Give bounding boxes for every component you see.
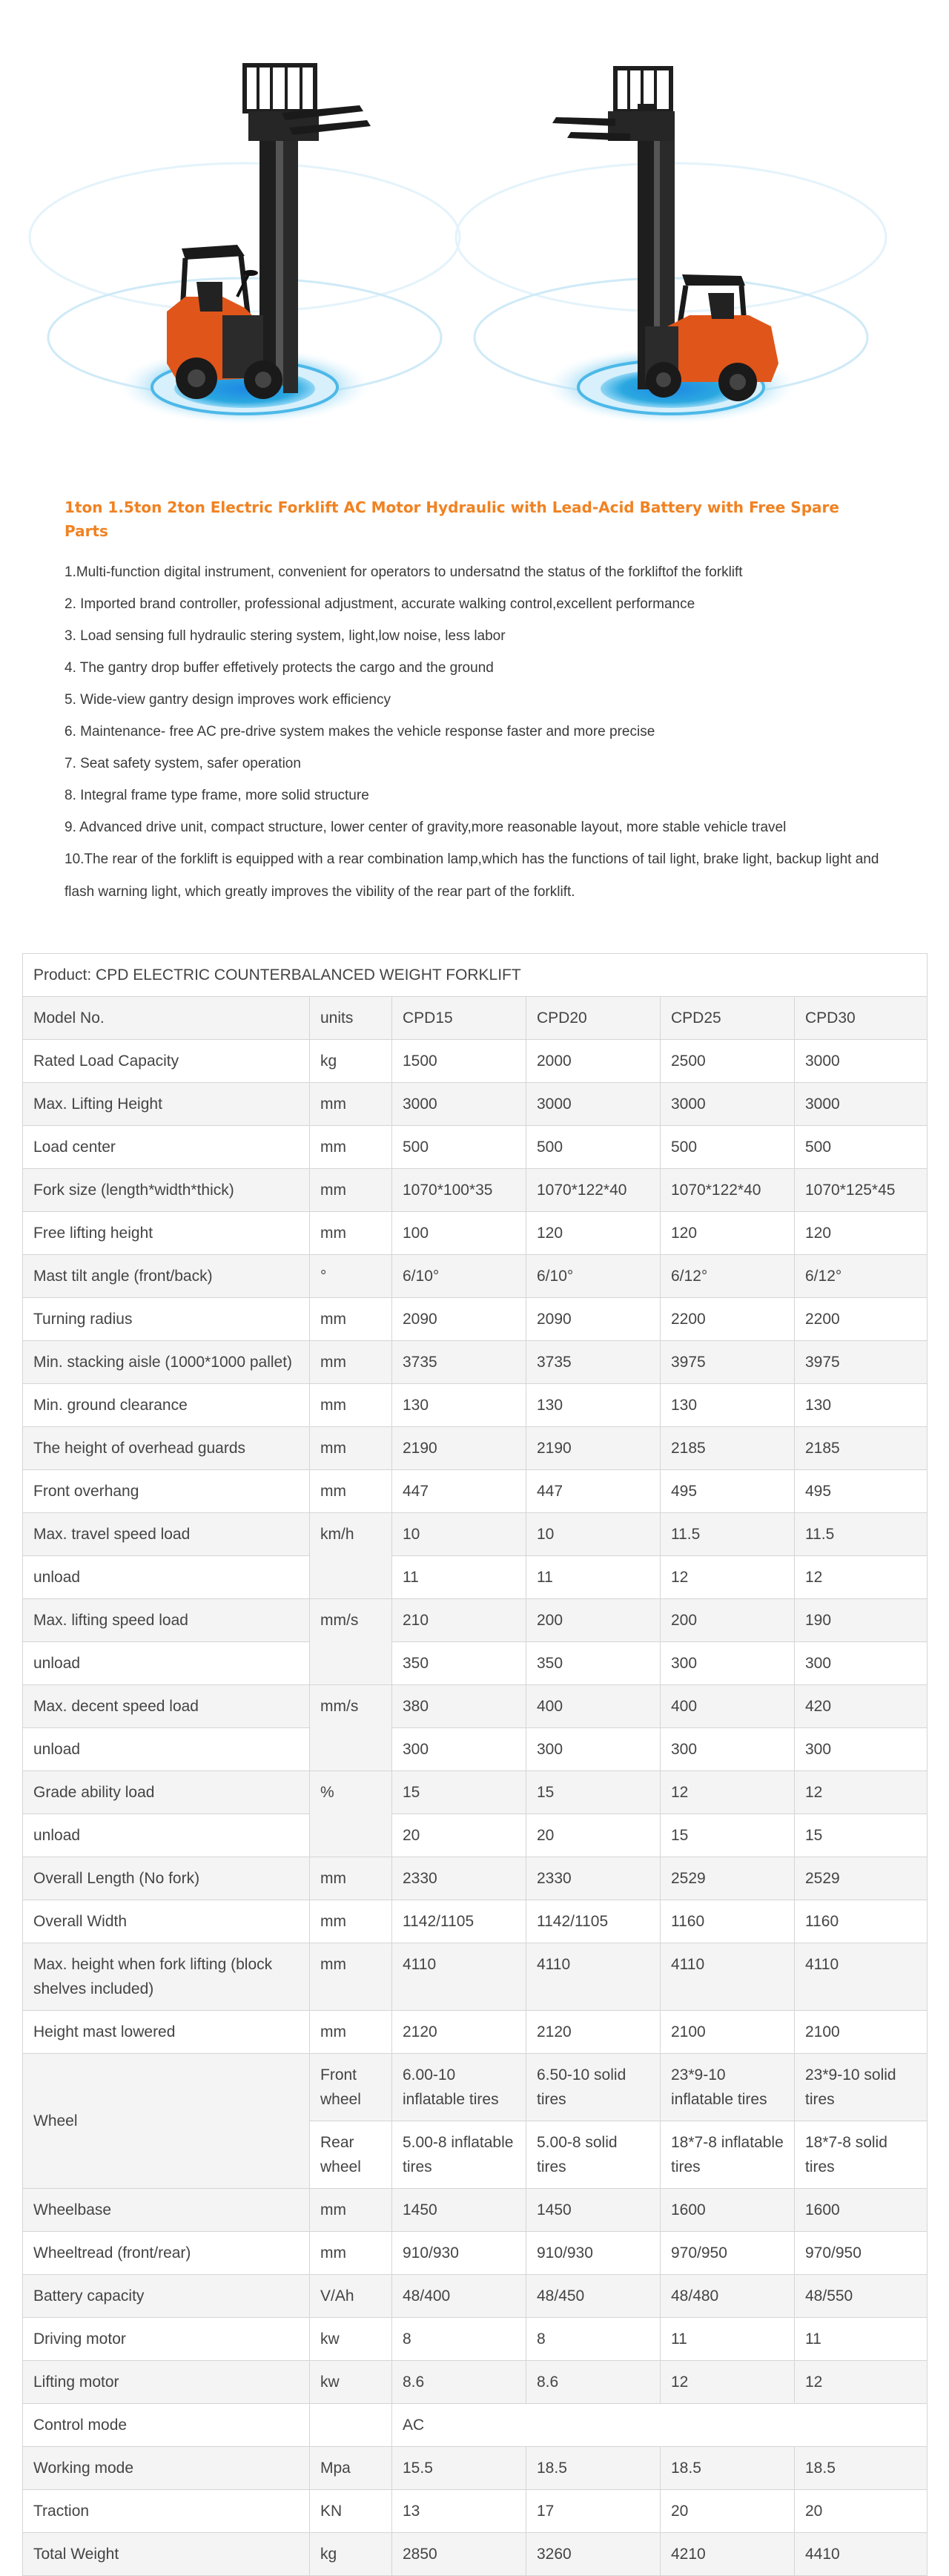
table-cell: 2185 [661, 1427, 795, 1470]
table-cell: 300 [661, 1642, 795, 1685]
table-cell: kw [310, 2318, 392, 2361]
table-cell: Wheelbase [23, 2189, 310, 2232]
table-row [23, 1728, 927, 1771]
table-cell: 48/550 [795, 2275, 927, 2318]
table-row [23, 1943, 927, 2011]
table-cell: Overall Length (No fork) [23, 1857, 310, 1900]
table-cell: 15 [661, 1814, 795, 1857]
table-cell: 500 [795, 1126, 927, 1169]
table-row [23, 1384, 927, 1427]
table-cell: Rear wheel [310, 2121, 392, 2189]
table-cell: 2090 [526, 1298, 661, 1341]
table-cell: Wheeltread (front/rear) [23, 2232, 310, 2275]
table-cell: 2529 [661, 1857, 795, 1900]
table-cell: 1070*122*40 [526, 1169, 661, 1212]
table-cell: 17 [526, 2490, 661, 2533]
table-cell: 4410 [795, 2533, 927, 2576]
table-cell: 2090 [392, 1298, 526, 1341]
feature-item: 8. Integral frame type frame, more solid structure [65, 788, 369, 803]
table-row [23, 1169, 927, 1212]
table-row [23, 1814, 927, 1857]
table-row [23, 1685, 927, 1728]
table-cell: 48/450 [526, 2275, 661, 2318]
table-cell: 300 [392, 1728, 526, 1771]
table-row [23, 1040, 927, 1083]
table-cell: Mpa [310, 2447, 392, 2490]
table-cell: mm [310, 1083, 392, 1126]
table-cell: Load center [23, 1126, 310, 1169]
table-cell: 3000 [795, 1040, 927, 1083]
table-row [23, 1900, 927, 1943]
table-cell: mm [310, 1900, 392, 1943]
table-cell: 300 [526, 1728, 661, 1771]
table-cell: mm/s [310, 1685, 392, 1771]
table-cell: Control mode [23, 2404, 310, 2447]
table-cell: 447 [392, 1470, 526, 1513]
table-cell: 130 [392, 1384, 526, 1427]
table-cell: Front overhang [23, 1470, 310, 1513]
table-cell: 970/950 [661, 2232, 795, 2275]
table-cell: 8 [392, 2318, 526, 2361]
table-cell: kw [310, 2361, 392, 2404]
table-cell: CPD25 [661, 997, 795, 1040]
table-cell: 2330 [526, 1857, 661, 1900]
table-cell: kg [310, 1040, 392, 1083]
table-cell: CPD15 [392, 997, 526, 1040]
table-cell: 6/10° [526, 1255, 661, 1298]
table-cell: mm [310, 2232, 392, 2275]
table-cell: mm [310, 1470, 392, 1513]
table-cell: Lifting motor [23, 2361, 310, 2404]
table-cell: 3000 [661, 1083, 795, 1126]
table-cell: 6/10° [392, 1255, 526, 1298]
table-cell: 400 [526, 1685, 661, 1728]
table-cell: 6.50-10 solid tires [526, 2054, 661, 2121]
table-cell: Rated Load Capacity [23, 1040, 310, 1083]
table-cell: V/Ah [310, 2275, 392, 2318]
table-cell: 130 [795, 1384, 927, 1427]
table-cell: Working mode [23, 2447, 310, 2490]
table-cell: 120 [795, 1212, 927, 1255]
table-cell: 1160 [795, 1900, 927, 1943]
table-cell: Free lifting height [23, 1212, 310, 1255]
table-cell: CPD30 [795, 997, 927, 1040]
table-cell: mm [310, 2011, 392, 2054]
table-cell: 2120 [392, 2011, 526, 2054]
table-cell: 18.5 [661, 2447, 795, 2490]
table-cell: 970/950 [795, 2232, 927, 2275]
table-row [23, 1255, 927, 1298]
table-cell: 5.00-8 solid tires [526, 2121, 661, 2189]
table-cell: 1450 [392, 2189, 526, 2232]
table-cell: 2185 [795, 1427, 927, 1470]
table-cell: 11 [392, 1556, 526, 1599]
table-cell: mm [310, 1341, 392, 1384]
table-cell: AC [392, 2404, 927, 2447]
table-row [23, 2404, 927, 2447]
table-cell: mm [310, 1943, 392, 2011]
table-cell: 23*9-10 solid tires [795, 2054, 927, 2121]
table-cell: 3735 [392, 1341, 526, 1384]
table-cell: 18*7-8 solid tires [795, 2121, 927, 2189]
table-cell: 10 [526, 1513, 661, 1556]
feature-item: 5. Wide-view gantry design improves work efficiency [65, 692, 391, 708]
table-row [23, 2361, 927, 2404]
spec-table [22, 953, 927, 2576]
table-cell: 3975 [795, 1341, 927, 1384]
table-cell: Overall Width [23, 1900, 310, 1943]
table-cell: Min. ground clearance [23, 1384, 310, 1427]
table-cell: 15 [526, 1771, 661, 1814]
table-cell: 12 [795, 1771, 927, 1814]
table-cell: 300 [795, 1642, 927, 1685]
table-cell: 200 [526, 1599, 661, 1642]
table-cell: 3000 [526, 1083, 661, 1126]
table-cell: 3260 [526, 2533, 661, 2576]
table-cell: 1070*100*35 [392, 1169, 526, 1212]
table-cell: 2190 [392, 1427, 526, 1470]
table-cell: Fork size (length*width*thick) [23, 1169, 310, 1212]
table-cell: 20 [526, 1814, 661, 1857]
table-cell: The height of overhead guards [23, 1427, 310, 1470]
feature-item: 10.The rear of the forklift is equipped with a rear combination lamp,which has the functions of tail light, brake light, backup light and flash warning light, which greatly improves the vibility of the rear part of the forklift. [65, 851, 879, 900]
table-cell: 210 [392, 1599, 526, 1642]
table-cell: 20 [392, 1814, 526, 1857]
table-cell: 2330 [392, 1857, 526, 1900]
table-cell: 1160 [661, 1900, 795, 1943]
table-cell: 2100 [661, 2011, 795, 2054]
table-row [23, 2275, 927, 2318]
table-cell: 500 [526, 1126, 661, 1169]
table-cell: 1142/1105 [392, 1900, 526, 1943]
table-cell: 3000 [392, 1083, 526, 1126]
table-cell: 2100 [795, 2011, 927, 2054]
table-row [23, 2318, 927, 2361]
table-cell: Total Weight [23, 2533, 310, 2576]
table-cell: 120 [661, 1212, 795, 1255]
table-cell: Min. stacking aisle (1000*1000 pallet) [23, 1341, 310, 1384]
table-cell: KN [310, 2490, 392, 2533]
table-cell: 300 [661, 1728, 795, 1771]
table-cell: Driving motor [23, 2318, 310, 2361]
table-cell: 15 [795, 1814, 927, 1857]
table-cell [310, 2404, 392, 2447]
table-cell: 4210 [661, 2533, 795, 2576]
table-cell: 2120 [526, 2011, 661, 2054]
table-cell: Battery capacity [23, 2275, 310, 2318]
table-cell: unload [23, 1556, 310, 1599]
table-cell: 495 [795, 1470, 927, 1513]
table-row [23, 1556, 927, 1599]
table-cell: CPD20 [526, 997, 661, 1040]
table-cell: 100 [392, 1212, 526, 1255]
table-cell: km/h [310, 1513, 392, 1599]
table-cell: Model No. [23, 997, 310, 1040]
table-row [23, 2189, 927, 2232]
table-cell: 1600 [661, 2189, 795, 2232]
table-cell: 130 [526, 1384, 661, 1427]
table-cell: 15.5 [392, 2447, 526, 2490]
table-row [23, 2054, 927, 2121]
table-row [23, 997, 927, 1040]
table-cell: ° [310, 1255, 392, 1298]
table-cell: 447 [526, 1470, 661, 1513]
table-cell: 3975 [661, 1341, 795, 1384]
table-cell: 350 [526, 1642, 661, 1685]
table-cell: 13 [392, 2490, 526, 2533]
table-cell: 4110 [526, 1943, 661, 2011]
feature-item: 6. Maintenance- free AC pre-drive system makes the vehicle response faster and more precise [65, 724, 655, 739]
table-cell: 1070*125*45 [795, 1169, 927, 1212]
table-cell: 400 [661, 1685, 795, 1728]
table-cell: 48/400 [392, 2275, 526, 2318]
table-row [23, 1212, 927, 1255]
table-cell: 495 [661, 1470, 795, 1513]
table-cell: 12 [661, 1556, 795, 1599]
table-cell: 1142/1105 [526, 1900, 661, 1943]
table-row [23, 1857, 927, 1900]
table-cell: 910/930 [392, 2232, 526, 2275]
table-cell: 11 [661, 2318, 795, 2361]
table-cell: Max. Lifting Height [23, 1083, 310, 1126]
table-cell: 200 [661, 1599, 795, 1642]
forklift-illustration [0, 0, 949, 467]
table-cell: 3735 [526, 1341, 661, 1384]
table-cell: 10 [392, 1513, 526, 1556]
table-cell: 20 [795, 2490, 927, 2533]
table-cell: 4110 [661, 1943, 795, 2011]
table-cell: Grade ability load [23, 1771, 310, 1814]
table-cell: 500 [661, 1126, 795, 1169]
table-row [23, 1083, 927, 1126]
table-cell: mm [310, 1126, 392, 1169]
table-cell: mm [310, 1427, 392, 1470]
feature-item: 2. Imported brand controller, professional adjustment, accurate walking control,excellent performance [65, 596, 695, 612]
table-row [23, 1126, 927, 1169]
table-cell: 18.5 [795, 2447, 927, 2490]
spec-header-row [23, 954, 927, 997]
table-cell: 6/12° [661, 1255, 795, 1298]
table-cell: mm [310, 1212, 392, 1255]
table-cell: 4110 [392, 1943, 526, 2011]
table-cell: 420 [795, 1685, 927, 1728]
table-cell: 2850 [392, 2533, 526, 2576]
table-cell: unload [23, 1728, 310, 1771]
table-row [23, 2232, 927, 2275]
table-cell: 1450 [526, 2189, 661, 2232]
table-cell: 6.00-10 inflatable tires [392, 2054, 526, 2121]
table-cell: 8 [526, 2318, 661, 2361]
product-hero-image [0, 0, 949, 467]
table-cell: 300 [795, 1728, 927, 1771]
table-cell: kg [310, 2533, 392, 2576]
table-cell: 120 [526, 1212, 661, 1255]
table-cell: 1070*122*40 [661, 1169, 795, 1212]
spec-table-body [23, 954, 927, 2576]
table-cell: mm [310, 1298, 392, 1341]
table-row [23, 2533, 927, 2576]
table-cell: Max. lifting speed load [23, 1599, 310, 1642]
table-cell: mm [310, 2189, 392, 2232]
table-cell: Max. travel speed load [23, 1513, 310, 1556]
table-cell: 500 [392, 1126, 526, 1169]
table-cell: 2000 [526, 1040, 661, 1083]
table-row [23, 1513, 927, 1556]
feature-list [65, 562, 902, 920]
table-cell: 48/480 [661, 2275, 795, 2318]
product-title: 1ton 1.5ton 2ton Electric Forklift AC Motor Hydraulic with Lead-Acid Battery with Free Spare Parts [65, 498, 839, 540]
table-cell: 3000 [795, 1083, 927, 1126]
forklift-left [30, 65, 460, 424]
table-cell: 2500 [661, 1040, 795, 1083]
table-cell: 11.5 [795, 1513, 927, 1556]
feature-item: 7. Seat safety system, safer operation [65, 756, 301, 771]
table-cell: 2200 [661, 1298, 795, 1341]
feature-item: 4. The gantry drop buffer effetively protects the cargo and the ground [65, 660, 494, 676]
table-cell: Turning radius [23, 1298, 310, 1341]
table-cell: Max. decent speed load [23, 1685, 310, 1728]
table-cell: Height mast lowered [23, 2011, 310, 2054]
table-cell: 12 [795, 2361, 927, 2404]
table-cell: unload [23, 1642, 310, 1685]
table-cell: mm [310, 1857, 392, 1900]
feature-item: 1.Multi-function digital instrument, convenient for operators to undersatnd the status of the forkliftof the forklift [65, 564, 743, 580]
feature-item: 9. Advanced drive unit, compact structure, lower center of gravity,more reasonable layout, more stable vehicle travel [65, 820, 787, 835]
table-row [23, 1470, 927, 1513]
table-cell: 20 [661, 2490, 795, 2533]
table-cell: 2190 [526, 1427, 661, 1470]
table-row [23, 2447, 927, 2490]
table-cell: 380 [392, 1685, 526, 1728]
table-cell: 2529 [795, 1857, 927, 1900]
table-cell: mm [310, 1169, 392, 1212]
table-cell: 910/930 [526, 2232, 661, 2275]
table-cell: units [310, 997, 392, 1040]
table-row [23, 1427, 927, 1470]
feature-item: 3. Load sensing full hydraulic stering system, light,low noise, less labor [65, 628, 506, 644]
table-row [23, 1771, 927, 1814]
table-cell: 5.00-8 inflatable tires [392, 2121, 526, 2189]
table-cell: 18*7-8 inflatable tires [661, 2121, 795, 2189]
table-row [23, 2490, 927, 2533]
table-cell: 350 [392, 1642, 526, 1685]
table-cell: 8.6 [526, 2361, 661, 2404]
forklift-right [456, 68, 886, 424]
table-row [23, 1298, 927, 1341]
table-cell: 4110 [795, 1943, 927, 2011]
table-cell: % [310, 1771, 392, 1857]
table-cell: Front wheel [310, 2054, 392, 2121]
table-cell: 11 [795, 2318, 927, 2361]
spec-header: Product: CPD ELECTRIC COUNTERBALANCED WEIGHT FORKLIFT [23, 954, 927, 997]
table-cell: Mast tilt angle (front/back) [23, 1255, 310, 1298]
table-cell: 8.6 [392, 2361, 526, 2404]
table-cell: 1600 [795, 2189, 927, 2232]
table-cell: 6/12° [795, 1255, 927, 1298]
table-cell: 190 [795, 1599, 927, 1642]
table-row [23, 1341, 927, 1384]
table-cell: 2200 [795, 1298, 927, 1341]
table-cell: 11.5 [661, 1513, 795, 1556]
table-row [23, 1642, 927, 1685]
table-cell: 12 [661, 1771, 795, 1814]
table-row [23, 2011, 927, 2054]
table-cell: 23*9-10 inflatable tires [661, 2054, 795, 2121]
table-cell: 15 [392, 1771, 526, 1814]
table-cell: unload [23, 1814, 310, 1857]
table-cell: 12 [661, 2361, 795, 2404]
table-cell: mm/s [310, 1599, 392, 1685]
table-cell: Max. height when fork lifting (block shelves included) [23, 1943, 310, 2011]
table-cell: 1500 [392, 1040, 526, 1083]
table-cell: 11 [526, 1556, 661, 1599]
table-cell: Traction [23, 2490, 310, 2533]
table-cell: 12 [795, 1556, 927, 1599]
table-cell: Wheel [23, 2054, 310, 2189]
table-cell: mm [310, 1384, 392, 1427]
table-cell: 18.5 [526, 2447, 661, 2490]
table-cell: 130 [661, 1384, 795, 1427]
table-row [23, 1599, 927, 1642]
